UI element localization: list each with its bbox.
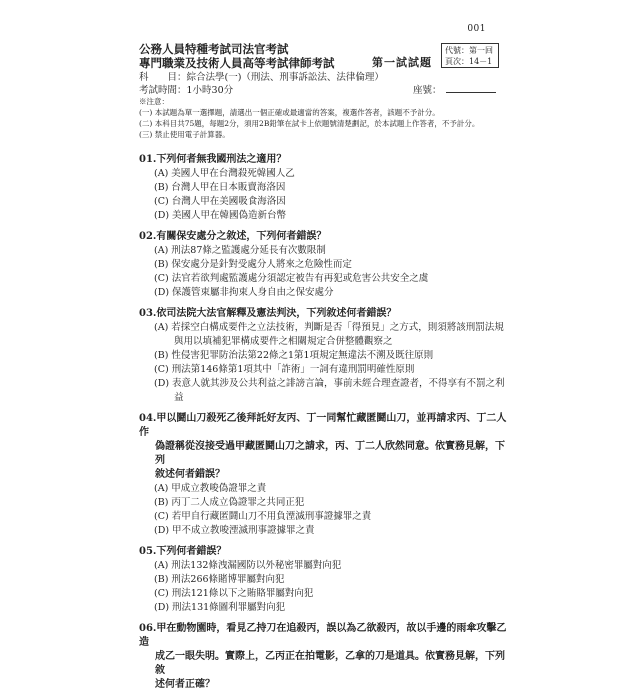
exam-code-box xyxy=(441,43,499,68)
answer-option: (C) 刑法第146條第1項其中「詐術」一詞有違刑罰明確性原則 xyxy=(154,364,415,375)
question-stem: 04.甲以鬪山刀殺死乙後拜託好友丙、丁一同幫忙藏匿鬪山刀，並再請求丙、丁二人作 xyxy=(139,413,507,438)
notes-item: (一) 本試題為單一選擇題，請選出一個正確或最適當的答案，複選作答者，該題不予計分。 xyxy=(139,108,440,117)
exam-notes xyxy=(139,96,479,140)
answer-option: (B) 丙丁二人成立偽證罪之共同正犯 xyxy=(154,497,305,508)
answer-option: (C) 法官若欲判處監護處分須認定被告有再犯或危害公共安全之虞 xyxy=(154,273,429,284)
exam-session-label: 第一試試題 xyxy=(372,56,432,69)
page-count: 頁次：14－1 xyxy=(445,57,493,66)
question-stem: 03.依司法院大法官解釋及憲法判決，下列敘述何者錯誤？ xyxy=(139,308,397,319)
question-item xyxy=(139,412,514,538)
answer-option: 與用以填補犯罪構成要件之相關規定合併整體觀察之 xyxy=(174,336,393,347)
question-stem: 02.有關保安處分之敘述，下列何者錯誤？ xyxy=(139,231,327,242)
answer-option: (B) 保安處分是針對受處分人將來之危險性而定 xyxy=(154,259,352,270)
answer-option: (A) 刑法132條洩漏國防以外秘密罪屬對向犯 xyxy=(154,560,342,571)
notes-item: (三) 禁止使用電子計算器。 xyxy=(139,130,230,139)
answer-option: (D) 保護管束屬非拘束人身自由之保安處分 xyxy=(154,287,334,298)
answer-option: (A) 刑法87條之監護處分延長有次數限制 xyxy=(154,245,326,256)
question-item xyxy=(139,307,514,405)
answer-option: (C) 台灣人甲在美國吸食海洛因 xyxy=(154,196,286,207)
answer-option: (B) 台灣人甲在日本販賣海洛因 xyxy=(154,182,286,193)
question-item xyxy=(139,230,514,300)
answer-option: (B) 刑法266條賭博罪屬對向犯 xyxy=(154,574,285,585)
question-list xyxy=(139,153,514,699)
notes-item: (二) 本科目共75題，每題2分，須用2B鉛筆在試卡上依題號清楚劃記，於本試題上作答者，不予計分。 xyxy=(139,119,480,128)
seat-blank xyxy=(446,83,496,93)
exam-title-2: 專門職業及技術人員高等考試律師考試 xyxy=(139,56,335,70)
exam-subject: 科 目：綜合法學(一)（刑法、刑事訴訟法、法律倫理） xyxy=(139,72,384,83)
answer-option: (A) 美國人甲在台灣殺死韓國人乙 xyxy=(154,168,295,179)
answer-option: (D) 表意人就其涉及公共利益之誹謗言論，事前未經合理查證者，不得享有不罰之利 xyxy=(154,378,505,389)
question-stem: 敘述何者錯誤？ xyxy=(155,469,225,480)
question-stem: 05.下列何者錯誤？ xyxy=(139,546,227,557)
seat-number xyxy=(413,82,496,96)
exam-time: 考試時間：1小時30分 xyxy=(139,85,234,96)
notes-title: ※注意： xyxy=(139,97,169,106)
question-item xyxy=(139,545,514,615)
answer-option: (D) 甲不成立教唆湮滅刑事證據罪之責 xyxy=(154,525,315,536)
question-item xyxy=(139,153,514,223)
exam-code: 代號：第一回 xyxy=(445,46,493,55)
exam-title-1: 公務人員特種考試司法官考試 xyxy=(139,42,289,56)
question-stem: 偽證稱從沒接受過甲藏匿鬪山刀之請求，丙、丁二人欣然同意。依實務見解，下列 xyxy=(155,441,505,466)
question-stem: 01.下列何者無我國刑法之適用？ xyxy=(139,154,287,165)
question-stem: 成乙一眼失明。實際上，乙丙正在拍電影，乙拿的刀是道具。依實務見解，下列敘 xyxy=(155,651,505,676)
answer-option: (A) 甲成立教唆偽證罪之責 xyxy=(154,483,267,494)
question-stem: 06.甲在動物園時，看見乙持刀在追殺丙，誤以為乙欲殺丙，故以手邊的雨傘攻擊乙造 xyxy=(139,623,507,648)
answer-option: (C) 刑法121條以下之賄賂罪屬對向犯 xyxy=(154,588,314,599)
answer-option: (D) 美國人甲在韓國偽造新台幣 xyxy=(154,210,287,221)
seat-label: 座號： xyxy=(413,85,442,96)
question-stem: 述何者正確？ xyxy=(155,679,215,690)
answer-option: (D) 刑法131條圖利罪屬對向犯 xyxy=(154,602,286,613)
answer-option: 益 xyxy=(174,392,184,403)
answer-option: (C) 若甲自行藏匿鬪山刀不用負湮滅刑事證據罪之責 xyxy=(154,511,372,522)
answer-option: (A) 若採空白構成要件之立法技術，判斷是否「得預見」之方式，則須將該刑罰法規 xyxy=(154,322,504,333)
question-item xyxy=(139,622,514,692)
answer-option: (B) 性侵害犯罪防治法第22條之1第1項規定無違法不溯及既往原則 xyxy=(154,350,434,361)
page-number: 001 xyxy=(467,24,486,34)
